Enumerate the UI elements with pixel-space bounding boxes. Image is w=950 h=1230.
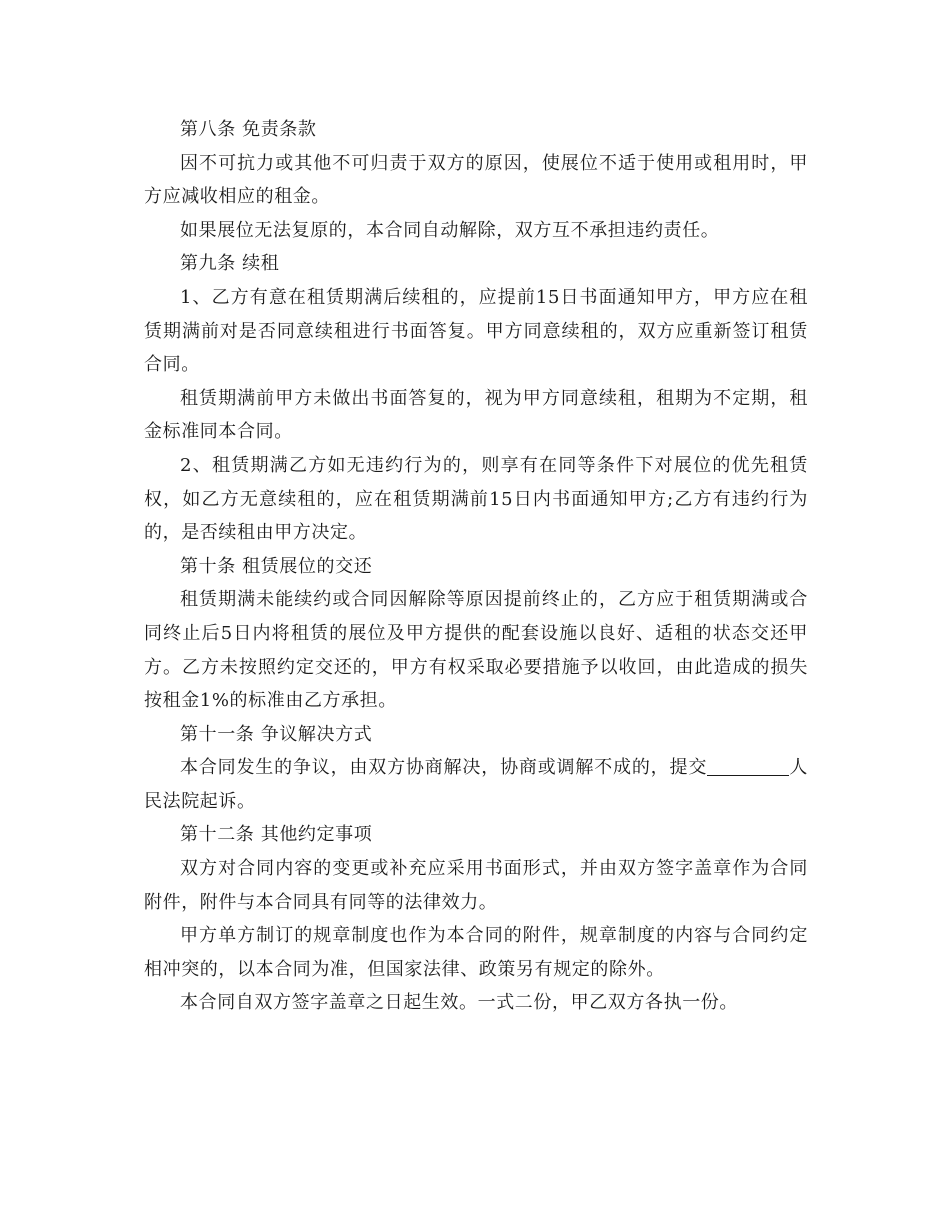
court-name-blank — [707, 755, 789, 776]
article-8-paragraph-2: 如果展位无法复原的，本合同自动解除，双方互不承担违约责任。 — [180, 219, 720, 241]
article-9-paragraph-3: 2、租赁期满乙方如无违约行为的，则享有在同等条件下对展位的优先租赁权，如乙方无意续租的，应在租赁期满前15日内书面通知甲方;乙方有违约行为的，是否续租由甲方决定。 — [144, 454, 808, 544]
article-11-heading: 第十一条 争议解决方式 — [180, 723, 373, 745]
article-12-paragraph-3: 本合同自双方签字盖章之日起生效。一式二份，甲乙双方各执一份。 — [180, 992, 738, 1014]
document-body — [144, 113, 808, 1020]
article-9-paragraph-1: 1、乙方有意在租赁期满后续租的，应提前15日书面通知甲方，甲方应在租赁期满前对是否同意续租进行书面答复。甲方同意续租的，双方应重新签订租赁合同。 — [144, 286, 808, 376]
article-9-paragraph-2: 租赁期满前甲方未做出书面答复的，视为甲方同意续租，租期为不定期，租金标准同本合同。 — [144, 387, 808, 443]
article-11-text-before-blank: 本合同发生的争议，由双方协商解决，协商或调解不成的，提交 — [180, 757, 708, 779]
article-10-heading: 第十条 租赁展位的交还 — [180, 555, 373, 577]
article-11-paragraph-1 — [144, 751, 808, 818]
article-10-paragraph-1: 租赁期满未能续约或合同因解除等原因提前终止的，乙方应于租赁期满或合同终止后5日内将租赁的展位及甲方提供的配套设施以良好、适租的状态交还甲方。乙方未按照约定交还的，甲方有权采取必要措施予以收回，由此造成的损失按租金1%的标准由乙方承担。 — [144, 589, 808, 712]
article-12-paragraph-1: 双方对合同内容的变更或补充应采用书面形式，并由双方签字盖章作为合同附件，附件与本合同具有同等的法律效力。 — [144, 858, 808, 913]
article-11-text-after-blank: 人民法院起诉。 — [144, 757, 808, 812]
article-12-heading: 第十二条 其他约定事项 — [180, 824, 373, 846]
article-9-heading: 第九条 续租 — [180, 253, 280, 275]
article-12-paragraph-2: 甲方单方制订的规章制度也作为本合同的附件，规章制度的内容与合同约定相冲突的，以本合同为准，但国家法律、政策另有规定的除外。 — [144, 925, 808, 980]
article-8-paragraph-1: 因不可抗力或其他不可归责于双方的原因，使展位不适于使用或租用时，甲方应减收相应的租金。 — [144, 152, 808, 208]
article-8-heading: 第八条 免责条款 — [180, 119, 317, 140]
